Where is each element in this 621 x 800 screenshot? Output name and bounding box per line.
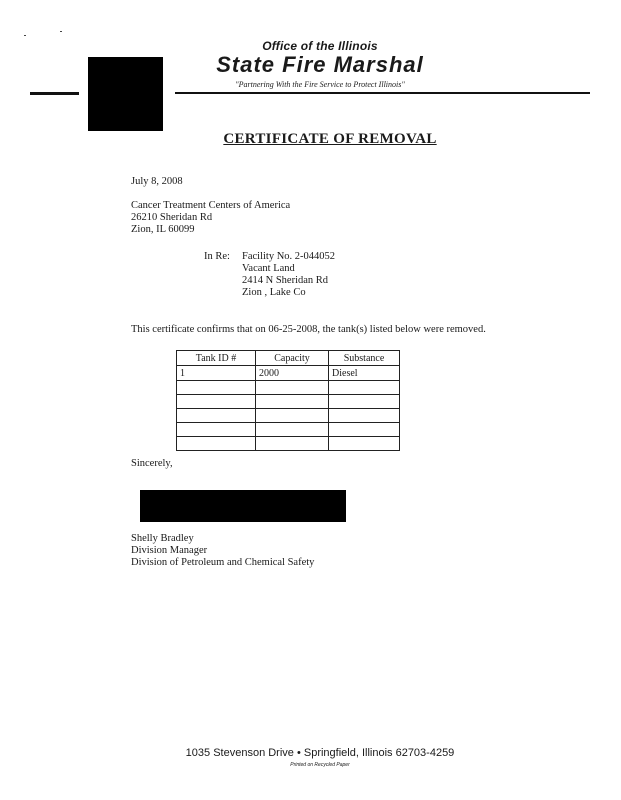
recipient-street: 26210 Sheridan Rd [131,212,213,223]
table-row-empty [177,381,400,395]
site-street: 2414 N Sheridan Rd [242,275,329,286]
header-tank-id: Tank ID # [177,351,256,366]
redacted-logo [88,57,163,131]
recipient-name: Cancer Treatment Centers of America [131,200,291,211]
letter-date: July 8, 2008 [131,176,183,187]
table-row-empty [177,409,400,423]
letterhead-office: Office of the Illinois [262,39,378,53]
letterhead-motto: "Partnering With the Fire Service to Protect Illinois" [235,80,405,89]
header-substance: Substance [329,351,400,366]
site-name: Vacant Land [242,263,295,274]
cell-capacity: 2000 [256,366,329,381]
facility-number: Facility No. 2-044052 [242,251,336,262]
removal-statement: This certificate confirms that on 06-25-2008, the tank(s) listed below were removed. [131,324,486,335]
table-row-empty [177,395,400,409]
scan-speck [60,31,62,32]
letterhead-rule-left [30,92,79,95]
table-row [177,366,400,381]
cell-substance: Diesel [329,366,400,381]
signer-division: Division of Petroleum and Chemical Safety [131,557,315,568]
in-re-label: In Re: [204,251,230,262]
cell-tank-id: 1 [177,366,256,381]
redacted-signature [140,490,346,522]
table-row-empty [177,423,400,437]
recipient-city: Zion, IL 60099 [131,224,195,235]
table-header-row [177,351,400,366]
footer-address: 1035 Stevenson Drive • Springfield, Illinois 62703-4259 [185,747,455,759]
tank-table [176,350,400,451]
closing: Sincerely, [131,458,173,469]
letterhead-rule-right [175,92,590,94]
footer-recycled-note: Printed on Recycled Paper [290,762,350,768]
scan-speck [24,35,26,36]
letterhead-agency: State Fire Marshal [216,52,424,77]
signer-name: Shelly Bradley [131,533,194,544]
site-city: Zion , Lake Co [242,287,306,298]
document-title: CERTIFICATE OF REMOVAL [223,131,437,147]
signer-title: Division Manager [131,545,208,556]
header-capacity: Capacity [256,351,329,366]
table-row-empty [177,437,400,451]
